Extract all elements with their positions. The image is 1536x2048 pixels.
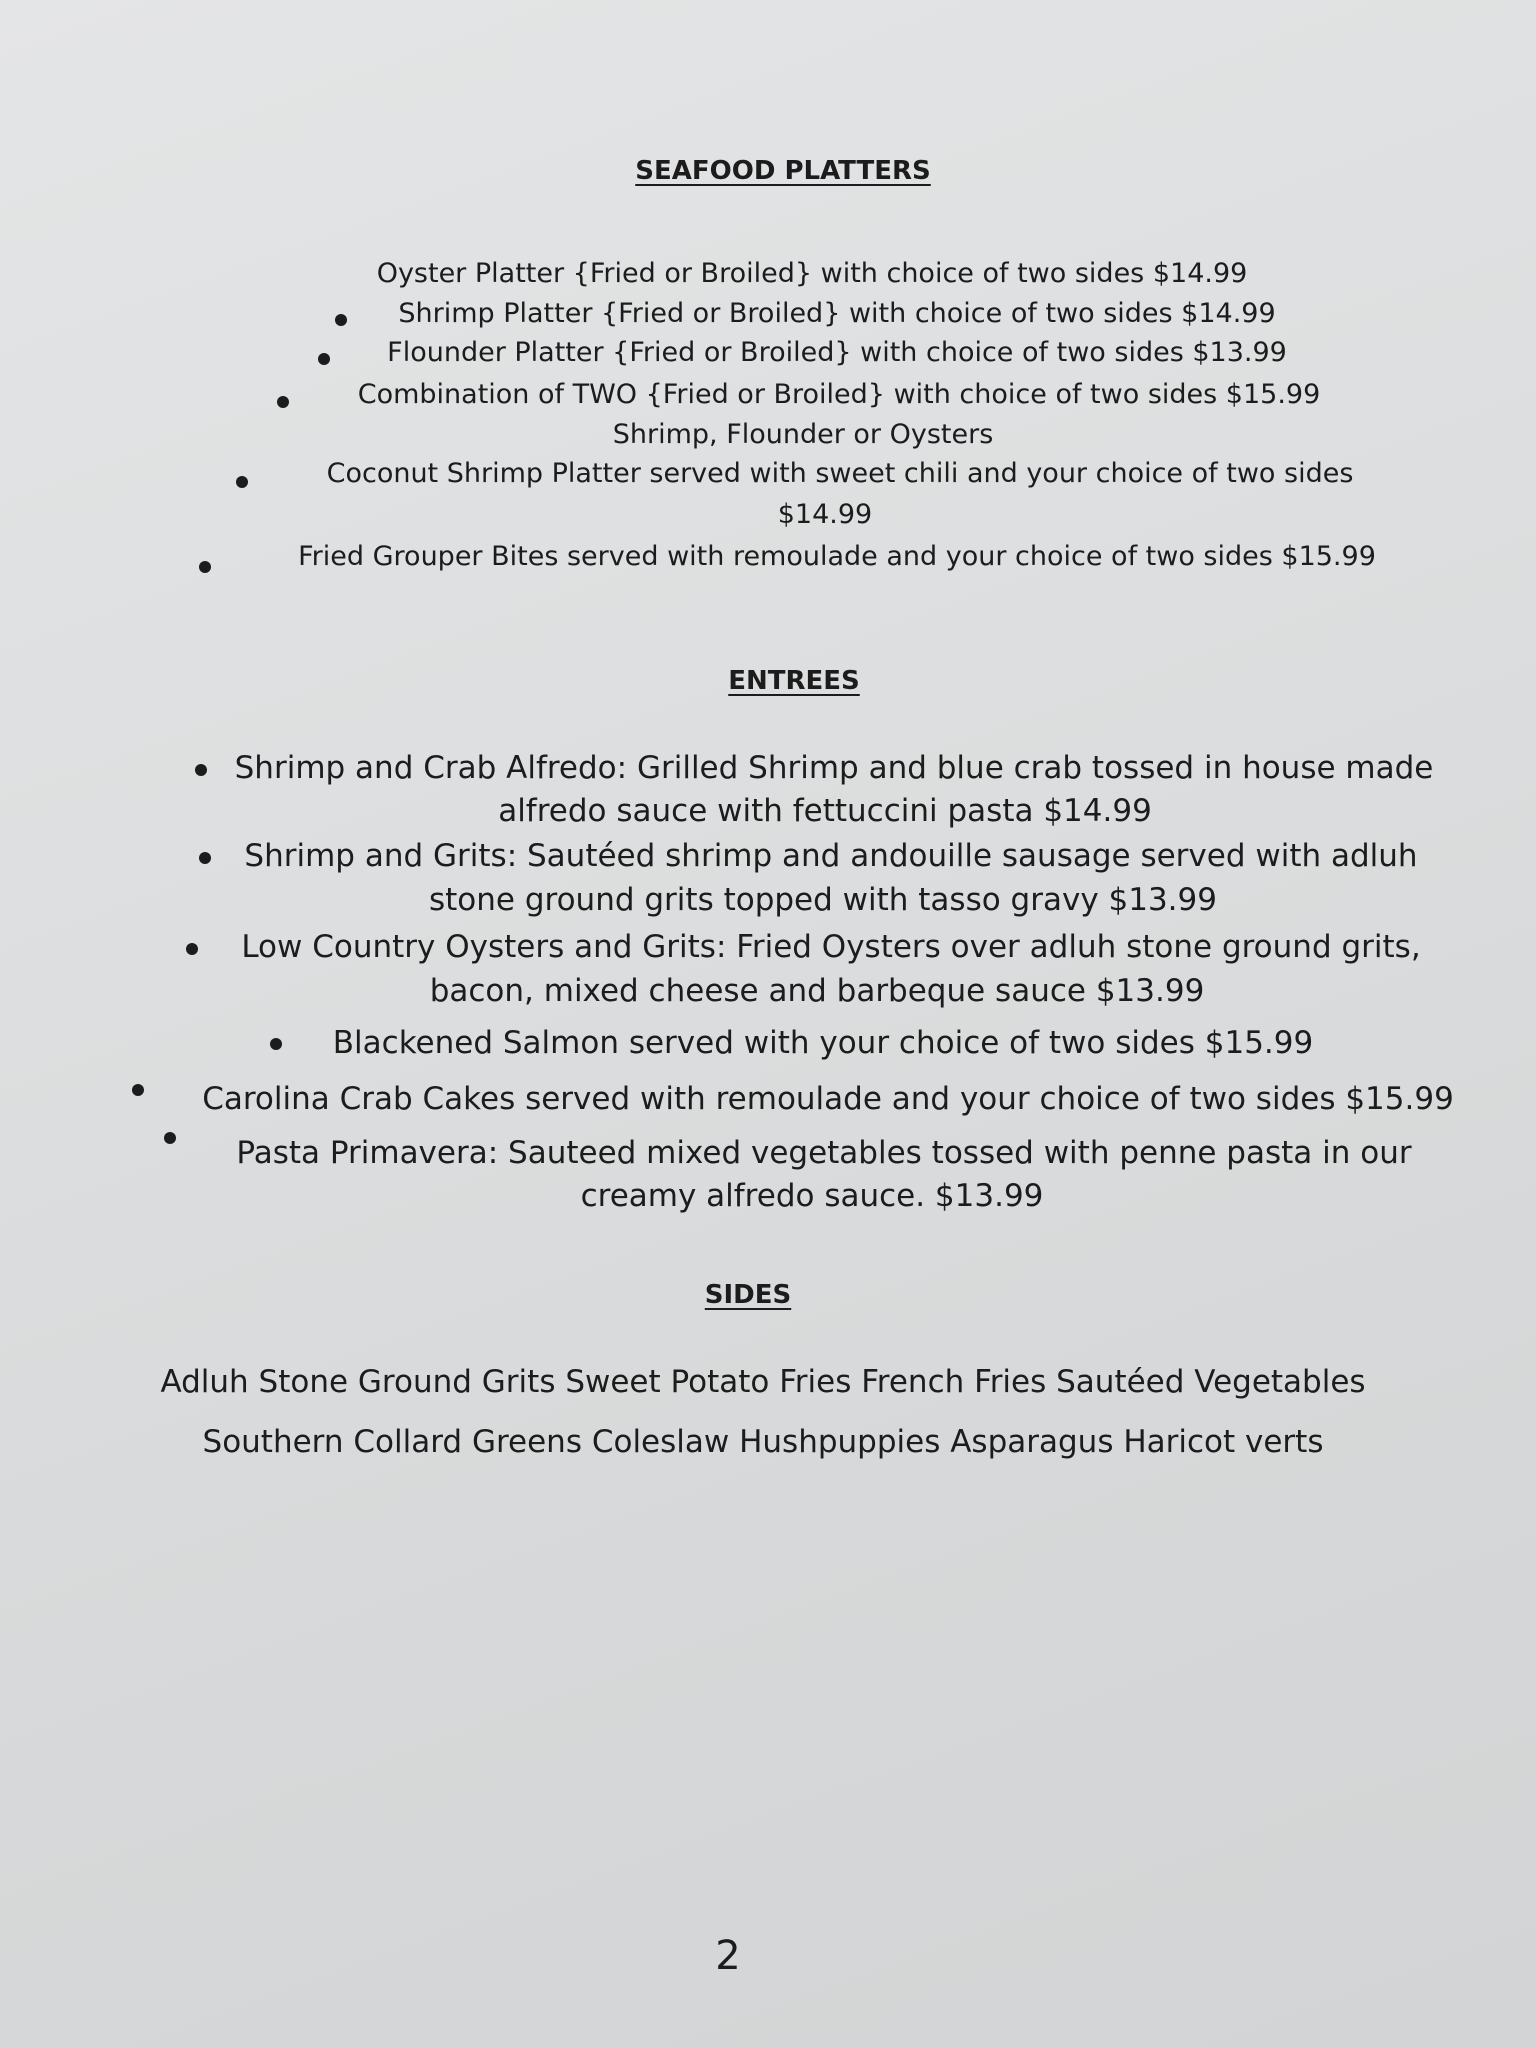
menu-item-flounder-platter: Flounder Platter {Fried or Broiled} with choice of two sides $13.99 bbox=[387, 337, 1287, 368]
menu-item-shrimp-crab-alfredo: Shrimp and Crab Alfredo: Grilled Shrimp and blue crab tossed in house made bbox=[234, 750, 1434, 786]
menu-item-grouper-bites: Fried Grouper Bites served with remoulade and your choice of two sides $15.99 bbox=[298, 541, 1376, 572]
bullet-icon bbox=[132, 1084, 144, 1096]
menu-item-shrimp-platter: Shrimp Platter {Fried or Broiled} with choice of two sides $14.99 bbox=[398, 298, 1276, 329]
menu-item-shrimp-crab-alfredo-cont: alfredo sauce with fettuccini pasta $14.99 bbox=[498, 793, 1152, 829]
menu-item-low-country-oysters: Low Country Oysters and Grits: Fried Oysters over adluh stone ground grits, bbox=[241, 929, 1421, 965]
sides-line-2: Southern Collard Greens Coleslaw Hushpuppies Asparagus Haricot verts bbox=[202, 1424, 1324, 1460]
bullet-icon bbox=[195, 764, 207, 776]
bullet-icon bbox=[199, 561, 211, 573]
sides-line-1: Adluh Stone Ground Grits Sweet Potato Fries French Fries Sautéed Vegetables bbox=[160, 1364, 1366, 1400]
bullet-icon bbox=[270, 1038, 282, 1050]
entrees-heading: ENTREES bbox=[728, 666, 860, 696]
page-number: 2 bbox=[715, 1933, 741, 1979]
menu-item-blackened-salmon: Blackened Salmon served with your choice of two sides $15.99 bbox=[332, 1025, 1314, 1061]
menu-item-coconut-shrimp: Coconut Shrimp Platter served with sweet chili and your choice of two sides bbox=[326, 458, 1354, 489]
menu-item-coconut-shrimp-price: $14.99 bbox=[777, 499, 873, 530]
menu-item-combination-note: Shrimp, Flounder or Oysters bbox=[612, 419, 994, 450]
bullet-icon bbox=[164, 1132, 176, 1144]
sides-heading: SIDES bbox=[704, 1280, 792, 1310]
bullet-icon bbox=[186, 943, 198, 955]
menu-item-crab-cakes: Carolina Crab Cakes served with remoulade and your choice of two sides $15.99 bbox=[202, 1081, 1454, 1117]
menu-item-shrimp-grits-cont: stone ground grits topped with tasso gravy $13.99 bbox=[429, 882, 1217, 918]
bullet-icon bbox=[318, 353, 330, 365]
bullet-icon bbox=[199, 852, 211, 864]
menu-item-pasta-primavera-cont: creamy alfredo sauce. $13.99 bbox=[580, 1178, 1044, 1214]
menu-item-shrimp-grits: Shrimp and Grits: Sautéed shrimp and andouille sausage served with adluh bbox=[244, 838, 1418, 874]
menu-item-oyster-platter: Oyster Platter {Fried or Broiled} with choice of two sides $14.99 bbox=[376, 258, 1248, 289]
bullet-icon bbox=[236, 476, 248, 488]
menu-item-low-country-oysters-cont: bacon, mixed cheese and barbeque sauce $13.99 bbox=[429, 973, 1205, 1009]
menu-item-pasta-primavera: Pasta Primavera: Sauteed mixed vegetables tossed with penne pasta in our bbox=[236, 1135, 1412, 1171]
menu-item-combination: Combination of TWO {Fried or Broiled} with choice of two sides $15.99 bbox=[357, 379, 1321, 410]
bullet-icon bbox=[335, 314, 347, 326]
bullet-icon bbox=[277, 396, 289, 408]
seafood-platters-heading: SEAFOOD PLATTERS bbox=[635, 156, 931, 186]
